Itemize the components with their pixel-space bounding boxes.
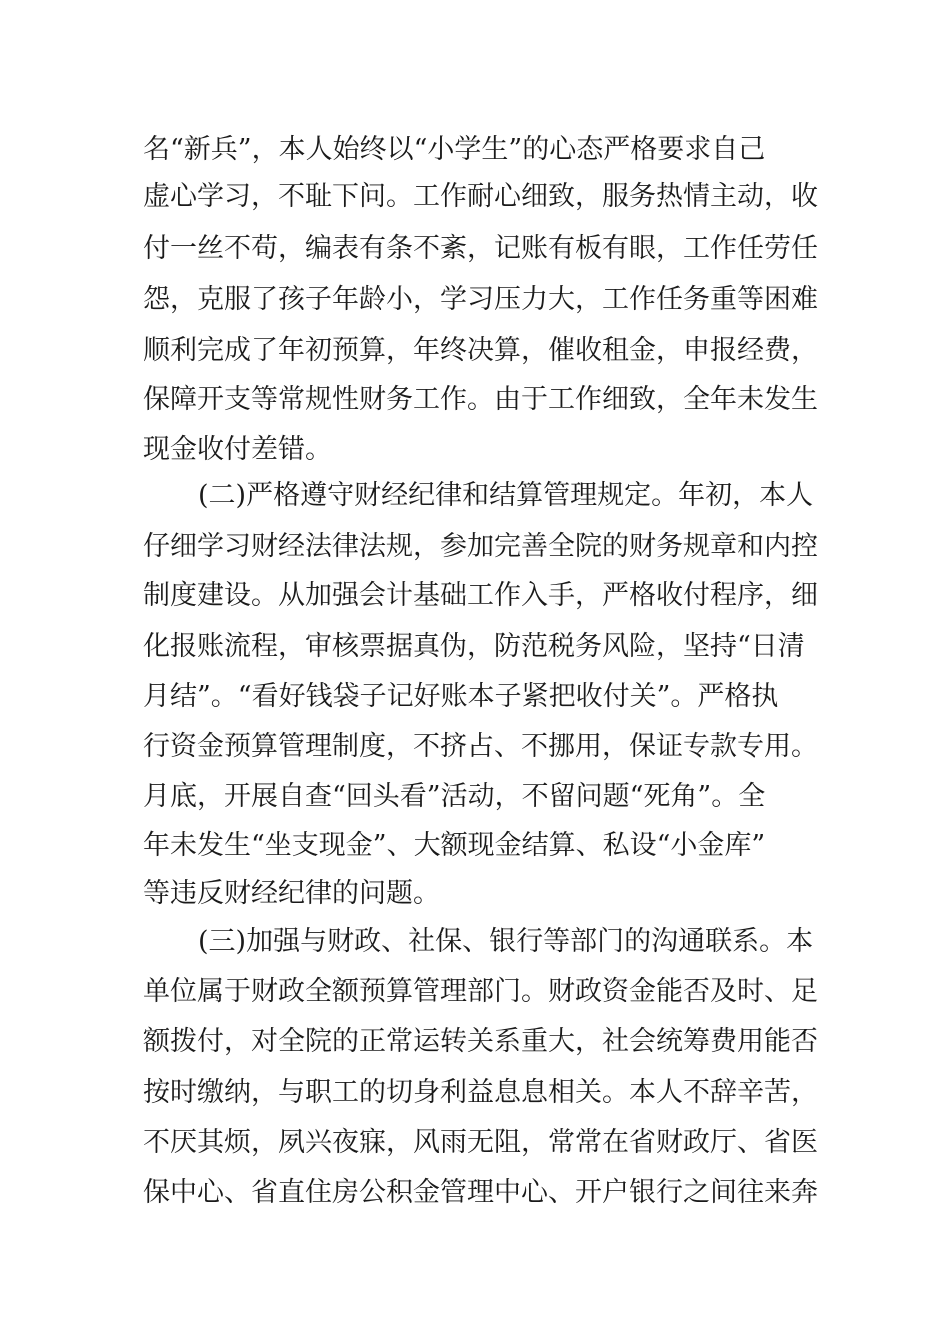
- text-line-19: 额拨付，对全院的正常运转关系重大，社会统筹费用能否: [143, 1026, 818, 1057]
- text-line-13: 行资金预算管理制度，不挤占、不挪用，保证专款专用。: [143, 731, 818, 762]
- text-line-1: 名“新兵”，本人始终以“小学生”的心态严格要求自己: [143, 134, 766, 165]
- text-line-21: 不厌其烦，夙兴夜寐，风雨无阻，常常在省财政厅、省医: [143, 1127, 818, 1158]
- text-line-11: 化报账流程，审核票据真伪，防范税务风险，坚持“日清: [143, 631, 805, 662]
- text-line-5: 顺利完成了年初预算，年终决算，催收租金，申报经费，: [143, 335, 818, 366]
- text-line-14: 月底，开展自查“回头看”活动，不留问题“死角”。全: [143, 781, 766, 812]
- text-line-2: 虚心学习，不耻下问。工作耐心细致，服务热情主动，收: [143, 181, 818, 212]
- text-line-18: 单位属于财政全额预算管理部门。财政资金能否及时、足: [143, 976, 818, 1007]
- text-line-22: 保中心、省直住房公积金管理中心、开户银行之间往来奔: [143, 1177, 818, 1208]
- text-line-3: 付一丝不苟，编表有条不紊，记账有板有眼，工作任劳任: [143, 233, 818, 264]
- text-line-12: 月结”。“看好钱袋子记好账本子紧把收付关”。严格执: [143, 681, 779, 712]
- text-line-4: 怨，克服了孩子年龄小，学习压力大，工作任务重等困难: [143, 284, 818, 315]
- text-line-20: 按时缴纳，与职工的切身利益息息相关。本人不辞辛苦，: [143, 1077, 818, 1108]
- paragraph-3-heading-line: (三)加强与财政、社保、银行等部门的沟通联系。本: [198, 926, 814, 957]
- text-line-7: 现金收付差错。: [143, 434, 332, 465]
- text-line-9: 仔细学习财经法律法规，参加完善全院的财务规章和内控: [143, 531, 818, 562]
- paragraph-2-heading-line: (二)严格遵守财经纪律和结算管理规定。年初，本人: [198, 480, 814, 511]
- text-line-15: 年未发生“坐支现金”、大额现金结算、私设“小金库”: [143, 830, 766, 861]
- text-line-10: 制度建设。从加强会计基础工作入手，严格收付程序，细: [143, 580, 818, 611]
- text-line-16: 等违反财经纪律的问题。: [143, 878, 440, 909]
- text-line-6: 保障开支等常规性财务工作。由于工作细致，全年未发生: [143, 384, 818, 415]
